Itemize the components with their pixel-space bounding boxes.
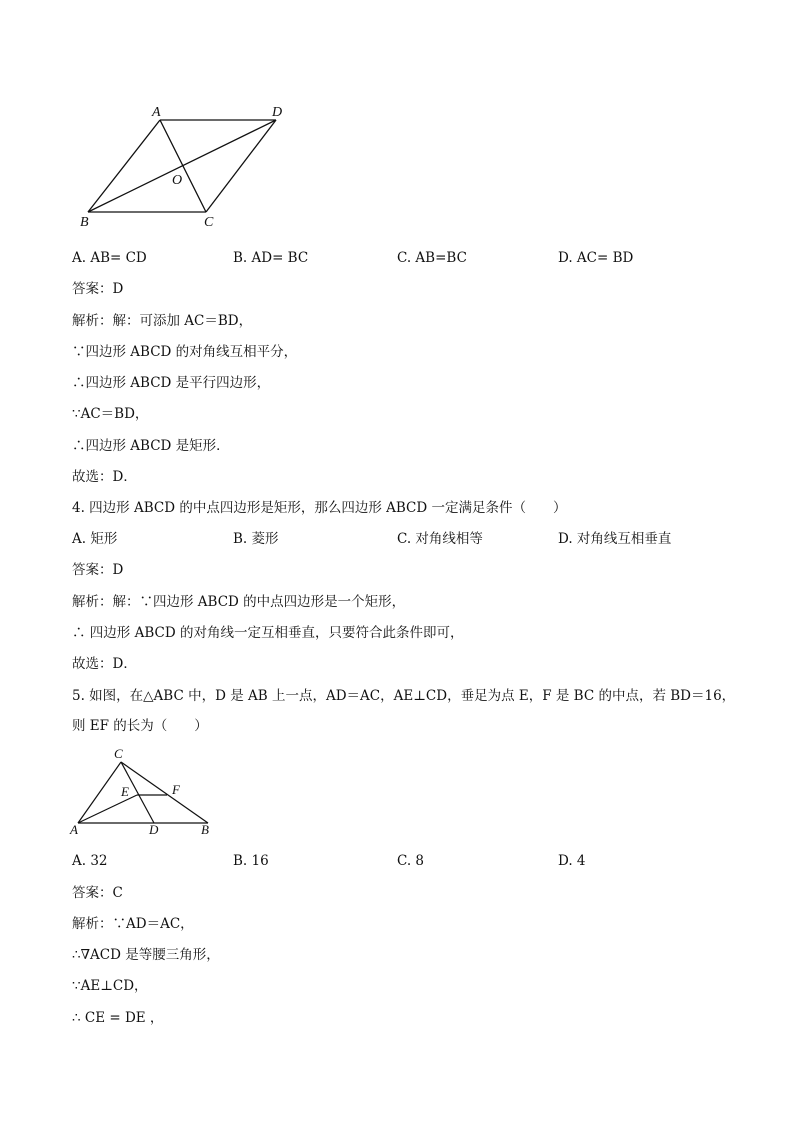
label-b: B <box>201 822 209 837</box>
label-a: A <box>152 105 161 120</box>
q3-answer: 答案：D <box>72 281 124 297</box>
side-ac <box>78 762 121 823</box>
q3-solution-line: ∴四边形 ABCD 是矩形． <box>72 438 230 454</box>
q4-solution-line: 故选：D． <box>72 656 137 672</box>
segment-ae <box>78 795 137 823</box>
q5-solution-line: ∵AE⊥CD， <box>72 978 148 994</box>
q3-option-d: D. AC= BD <box>558 250 634 266</box>
side-cd <box>206 120 276 212</box>
q3-solution-line: ∵AC＝BD， <box>72 406 149 422</box>
q4-answer: 答案：D <box>72 562 124 578</box>
q3-option-b: B. AD= BC <box>233 250 309 266</box>
q4-option-d: D. 对角线互相垂直 <box>558 531 672 547</box>
label-a: A <box>70 822 78 837</box>
q5-option-d: D. 4 <box>558 853 586 869</box>
q5-solution-line: ∴∇ACD 是等腰三角形， <box>72 947 220 963</box>
q3-option-a: A. AB= CD <box>72 250 147 266</box>
label-c: C <box>204 215 214 230</box>
q3-option-c: C. AB=BC <box>397 250 467 266</box>
label-d: D <box>149 822 159 837</box>
label-o: O <box>172 173 183 188</box>
q5-option-b: B. 16 <box>233 853 269 869</box>
q4-option-b: B. 菱形 <box>233 531 279 547</box>
q3-solution-line: ∴四边形 ABCD 是平行四边形， <box>72 375 271 391</box>
side-bc <box>121 762 208 823</box>
label-c: C <box>114 746 123 761</box>
q3-solution-line: 故选：D． <box>72 469 137 485</box>
label-b: B <box>80 215 89 230</box>
q4-option-a: A. 矩形 <box>72 531 118 547</box>
q5-stem-continued: 则 EF 的长为（ ） <box>72 718 208 734</box>
triangle-figure <box>66 745 226 840</box>
q4-solution-line: 解析：解：∵四边形 ABCD 的中点四边形是一个矩形， <box>72 594 406 610</box>
q5-answer: 答案：C <box>72 885 123 901</box>
q3-solution-line: ∵四边形 ABCD 的对角线互相平分， <box>72 344 298 360</box>
label-d: D <box>272 105 283 120</box>
q5-solution-line: 解析：∵AD＝AC， <box>72 916 194 932</box>
q5-option-c: C. 8 <box>397 853 425 869</box>
q4-stem: 4. 四边形 ABCD 的中点四边形是矩形，那么四边形 ABCD 一定满足条件（ ） <box>72 500 567 516</box>
diagonal-bd <box>88 120 276 212</box>
q4-solution-line: ∴ 四边形 ABCD 的对角线一定互相垂直，只要符合此条件即可， <box>72 625 464 641</box>
parallelogram-figure <box>78 102 298 232</box>
label-f: F <box>172 782 180 797</box>
q5-solution-line: ∴ CE = DE ， <box>72 1010 164 1026</box>
q5-stem: 5. 如图，在△ABC 中，D 是 AB 上一点，AD＝AC，AE⊥CD，垂足为点 E，F 是 BC 的中点，若 BD＝16， <box>72 688 736 704</box>
q3-solution-line: 解析：解：可添加 AC＝BD， <box>72 313 253 329</box>
q5-option-a: A. 32 <box>72 853 108 869</box>
q4-option-c: C. 对角线相等 <box>397 531 483 547</box>
label-e: E <box>121 784 129 799</box>
side-ab <box>88 120 160 212</box>
